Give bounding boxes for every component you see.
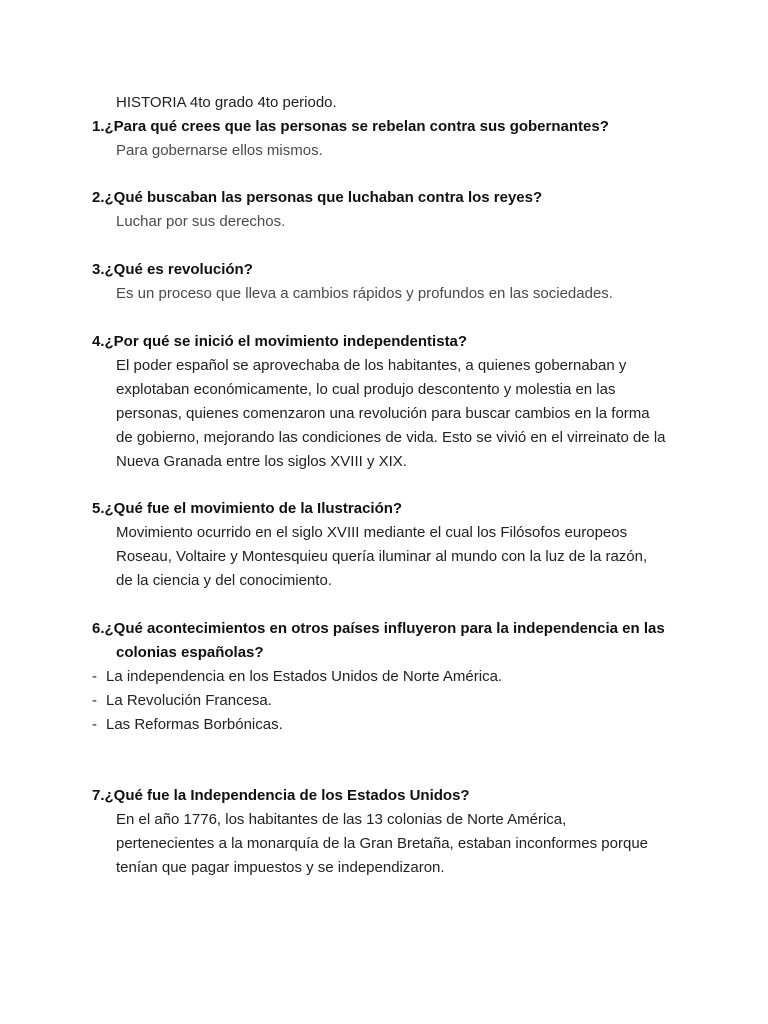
question-6-continued: colonias españolas? <box>116 644 264 661</box>
question-3: 3.¿Qué es revolución? <box>92 261 253 278</box>
answer-4-line: Nueva Granada entre los siglos XVIII y XIX. <box>116 453 407 470</box>
answer-3: Es un proceso que lleva a cambios rápidos y profundos en las sociedades. <box>116 285 613 302</box>
question-5: 5.¿Qué fue el movimiento de la Ilustración? <box>92 500 403 517</box>
answer-4-line: explotaban económicamente, lo cual produjo descontento y molestia en las <box>116 381 616 398</box>
list-item-text: Las Reformas Borbónicas. <box>106 716 283 733</box>
answer-4-line: personas, quienes comenzaron una revolución para buscar cambios en la forma <box>116 405 650 422</box>
document-title: HISTORIA 4to grado 4to periodo. <box>116 94 337 111</box>
answer-5-line: Roseau, Voltaire y Montesquieu quería iluminar al mundo con la luz de la razón, <box>116 548 648 565</box>
question-4: 4.¿Por qué se inició el movimiento independentista? <box>92 333 468 350</box>
bullet-marker: - <box>92 668 97 685</box>
question-6: 6.¿Qué acontecimientos en otros países influyeron para la independencia en las <box>92 620 665 637</box>
answer-7-line: pertenecientes a la monarquía de la Gran Bretaña, estaban inconformes porque <box>116 835 649 852</box>
list-item-text: La Revolución Francesa. <box>106 692 272 709</box>
list-item <box>92 713 283 737</box>
question-2: 2.¿Qué buscaban las personas que luchaban contra los reyes? <box>92 189 543 206</box>
answer-4-line: El poder español se aprovechaba de los habitantes, a quienes gobernaban y <box>116 357 627 374</box>
question-1: 1.¿Para qué crees que las personas se rebelan contra sus gobernantes? <box>92 118 609 135</box>
answer-5-line: de la ciencia y del conocimiento. <box>116 572 332 589</box>
bullet-marker: - <box>92 692 97 709</box>
answer-7-line: tenían que pagar impuestos y se independizaron. <box>116 859 445 876</box>
question-7: 7.¿Qué fue la Independencia de los Estados Unidos? <box>92 787 470 804</box>
answer-4-line: de gobierno, mejorando las condiciones de vida. Esto se vivió en el virreinato de la <box>116 429 666 446</box>
answer-2: Luchar por sus derechos. <box>116 213 286 230</box>
answer-1: Para gobernarse ellos mismos. <box>116 142 323 159</box>
answer-7-line: En el año 1776, los habitantes de las 13 colonias de Norte América, <box>116 811 567 828</box>
list-item-text: La independencia en los Estados Unidos de Norte América. <box>106 668 503 685</box>
list-item <box>92 689 272 713</box>
list-item <box>92 665 502 689</box>
answer-5-line: Movimiento ocurrido en el siglo XVIII mediante el cual los Filósofos europeos <box>116 524 628 541</box>
bullet-marker: - <box>92 716 97 733</box>
